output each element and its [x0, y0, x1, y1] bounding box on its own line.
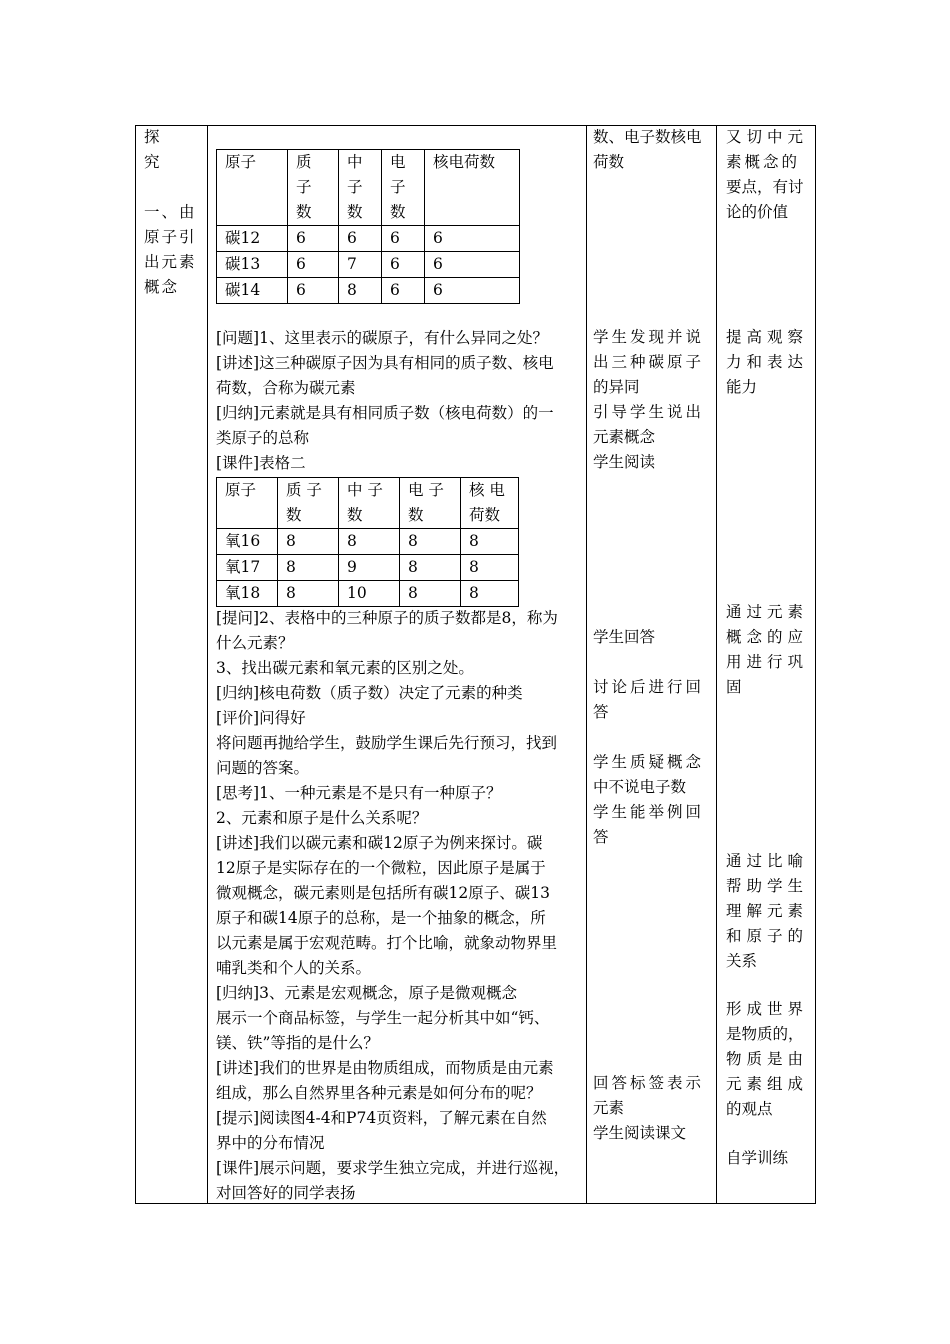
lesson-text-line: 荷数，合称为碳元素	[216, 379, 356, 397]
table-cell: 8	[461, 555, 519, 581]
table-cell: 6	[382, 226, 425, 252]
column-divider-2	[586, 125, 587, 1204]
header-text: 荷数	[469, 506, 501, 524]
lesson-text-line: [讲述]我们的世界是由物质组成，而物质是由元素	[216, 1059, 554, 1077]
header-text: 数	[408, 506, 424, 524]
table-header-cell	[461, 478, 519, 529]
design-intent-line: 的观点	[726, 1100, 773, 1118]
table-cell: 碳14	[217, 278, 288, 304]
student-activity-line: 答	[593, 703, 609, 721]
lesson-text-block-b	[216, 606, 584, 1202]
design-intent-line: 帮助学生	[726, 877, 809, 895]
design-intent-line: 概念的应	[726, 628, 809, 646]
design-intent-line: 能力	[726, 378, 758, 396]
header-text: 数	[296, 203, 312, 221]
table-cell: 6	[339, 226, 382, 252]
design-intent-line: 自学训练	[726, 1149, 789, 1167]
student-activity-line: 中不说电子数	[593, 778, 687, 796]
lesson-text-line: 什么元素？	[216, 634, 294, 652]
student-activity-line: 学生能举例回	[593, 803, 705, 821]
design-intent-line: 提高观察	[726, 328, 809, 346]
table-cell: 10	[339, 581, 400, 607]
header-text: 原子	[225, 481, 257, 499]
table-header-row	[217, 478, 519, 529]
table-cell: 氧16	[217, 529, 278, 555]
lesson-text-line: 问题的答案。	[216, 759, 310, 777]
student-activity-line: 出三种碳原子	[593, 353, 705, 371]
lesson-text-line: [问题]1、这里表示的碳原子，有什么异同之处？	[216, 329, 548, 347]
design-intent-line: 固	[726, 678, 742, 696]
header-text: 中 子	[347, 481, 383, 499]
section-label-line: 究	[144, 153, 162, 171]
student-activity-line: 数、电子数核电	[593, 128, 702, 146]
header-text: 子	[390, 178, 406, 196]
header-text: 原子	[225, 153, 257, 171]
design-intent-line: 力和表达	[726, 353, 809, 371]
lesson-text-line: 类原子的总称	[216, 429, 310, 447]
section-label-line: 一、由	[144, 203, 197, 221]
lesson-text-line: [讲述]我们以碳元素和碳12原子为例来探讨。碳	[216, 834, 543, 852]
student-activity-line: 学生质疑概念	[593, 753, 705, 771]
table-cell: 6	[425, 252, 520, 278]
table-cell: 6	[425, 278, 520, 304]
lesson-text-line: [课件]展示问题，要求学生独立完成，并进行巡视，	[216, 1159, 570, 1177]
column-divider-1	[207, 125, 208, 1204]
lesson-text-block-a	[216, 326, 584, 478]
table-row	[217, 529, 519, 555]
section-label-line: 探	[144, 128, 162, 146]
carbon-isotope-table	[216, 149, 520, 304]
design-intent-line: 形成世界	[726, 1000, 809, 1018]
lesson-text-line: [讲述]这三种碳原子因为具有相同的质子数、核电	[216, 354, 554, 372]
lesson-text-line: 原子和碳14原子的总称，是一个抽象的概念，所	[216, 909, 546, 927]
student-activity-line: 的异同	[593, 378, 640, 396]
lesson-text-line: [提问]2、表格中的三种原子的质子数都是8，称为	[216, 609, 558, 627]
header-text: 质	[296, 153, 312, 171]
table-top-border	[135, 125, 816, 126]
table-header-cell	[217, 150, 288, 226]
section-label	[144, 125, 204, 305]
lesson-text-line: 将问题再抛给学生，鼓励学生课后先行预习，找到	[216, 734, 558, 752]
design-intent-line: 素概念的	[726, 153, 801, 171]
design-intent-line: 通过元素	[726, 603, 809, 621]
table-cell: 8	[461, 529, 519, 555]
table-cell: 7	[339, 252, 382, 278]
lesson-text-line: 微观概念，碳元素则是包括所有碳12原子、碳13	[216, 884, 550, 902]
header-text: 质 子	[286, 481, 322, 499]
design-intent-line: 要点，有讨	[726, 178, 804, 196]
design-intent-line: 用进行巩	[726, 653, 809, 671]
table-cell: 9	[339, 555, 400, 581]
table-row	[217, 226, 520, 252]
table-header-cell	[382, 150, 425, 226]
lesson-text-line: [归纳]核电荷数（质子数）决定了元素的种类	[216, 684, 523, 702]
design-intent-line: 论的价值	[726, 203, 789, 221]
lesson-text-line: 以元素是属于宏观范畴。打个比喻，就象动物界里	[216, 934, 558, 952]
table-row	[217, 581, 519, 607]
student-activity-line: 回答标签表示	[593, 1074, 705, 1092]
lesson-text-line: [评价]问得好	[216, 709, 306, 727]
lesson-text-line: 展示一个商品标签，与学生一起分析其中如“钙、	[216, 1009, 550, 1027]
lesson-text-line: [课件]表格二	[216, 454, 306, 472]
lesson-text-line: [归纳]元素就是具有相同质子数（核电荷数）的一	[216, 404, 554, 422]
table-cell: 8	[278, 529, 339, 555]
lesson-text-line: 界中的分布情况	[216, 1134, 325, 1152]
table-header-cell	[278, 478, 339, 529]
student-activity-line: 元素概念	[593, 428, 656, 446]
student-activity-line: 引导学生说出	[593, 403, 705, 421]
design-intent-line: 和原子的	[726, 927, 809, 945]
table-cell: 8	[278, 581, 339, 607]
table-row	[217, 278, 520, 304]
lesson-text-line: 对回答好的同学表扬	[216, 1184, 356, 1202]
header-text: 子	[296, 178, 312, 196]
lesson-text-line: 3、找出碳元素和氧元素的区别之处。	[216, 659, 474, 677]
table-cell: 碳12	[217, 226, 288, 252]
student-activity-column	[593, 125, 713, 1203]
header-text: 子	[347, 178, 363, 196]
table-cell: 6	[425, 226, 520, 252]
section-label-line: 原子引	[144, 228, 197, 246]
header-text: 数	[347, 203, 363, 221]
section-label-line: 概念	[144, 278, 180, 296]
table-cell: 氧17	[217, 555, 278, 581]
table-cell: 8	[400, 529, 461, 555]
design-intent-column	[726, 125, 814, 1203]
table-header-cell	[425, 150, 520, 226]
student-activity-line: 讨论后进行回	[593, 678, 705, 696]
lesson-text-line: 12原子是实际存在的一个微粒，因此原子是属于	[216, 859, 546, 877]
table-header-cell	[400, 478, 461, 529]
student-activity-line: 学生发现并说	[593, 328, 705, 346]
table-header-row	[217, 150, 520, 226]
student-activity-line: 学生回答	[593, 628, 656, 646]
design-intent-line: 是物质的，	[726, 1025, 804, 1043]
header-text: 数	[390, 203, 406, 221]
table-cell: 6	[288, 278, 339, 304]
header-text: 数	[286, 506, 302, 524]
design-intent-line: 元素组成	[726, 1075, 809, 1093]
lesson-text-line: 2、元素和原子是什么关系呢？	[216, 809, 428, 827]
table-cell: 8	[400, 581, 461, 607]
table-right-border	[815, 125, 816, 1204]
table-cell: 6	[288, 226, 339, 252]
lesson-text-line: [归纳]3、元素是宏观概念，原子是微观概念	[216, 984, 517, 1002]
lesson-text-line: 镁、铁”等指的是什么？	[216, 1034, 379, 1052]
lesson-text-line: 组成，那么自然界里各种元素是如何分布的呢？	[216, 1084, 542, 1102]
table-header-cell	[339, 478, 400, 529]
design-intent-line: 又切中元	[726, 128, 809, 146]
table-cell: 8	[400, 555, 461, 581]
header-text: 核 电	[469, 481, 505, 499]
design-intent-line: 关系	[726, 952, 758, 970]
header-text: 数	[347, 506, 363, 524]
lesson-text-line: [提示]阅读图4-4和P74页资料，了解元素在自然	[216, 1109, 547, 1127]
table-cell: 6	[382, 252, 425, 278]
oxygen-isotope-table	[216, 477, 519, 607]
table-header-cell	[288, 150, 339, 226]
student-activity-line: 元素	[593, 1099, 625, 1117]
table-header-cell	[217, 478, 278, 529]
table-row	[217, 252, 520, 278]
header-text: 电 子	[408, 481, 444, 499]
table-cell: 8	[278, 555, 339, 581]
table-cell: 8	[339, 529, 400, 555]
header-text: 电	[390, 153, 406, 171]
design-intent-line: 理解元素	[726, 902, 809, 920]
header-text: 中	[347, 153, 363, 171]
student-activity-line: 荷数	[593, 153, 625, 171]
lesson-text-line: [思考]1、一种元素是不是只有一种原子？	[216, 784, 502, 802]
table-cell: 碳13	[217, 252, 288, 278]
section-label-line: 出元素	[144, 253, 197, 271]
student-activity-line: 学生阅读课文	[593, 1124, 687, 1142]
header-text: 核电荷数	[433, 153, 496, 171]
table-header-cell	[339, 150, 382, 226]
student-activity-line: 学生阅读	[593, 453, 656, 471]
design-intent-line: 物质是由	[726, 1050, 809, 1068]
table-cell: 氧18	[217, 581, 278, 607]
table-cell: 6	[382, 278, 425, 304]
student-activity-line: 答	[593, 828, 609, 846]
column-divider-3	[716, 125, 717, 1204]
table-cell: 8	[461, 581, 519, 607]
table-left-border	[135, 125, 136, 1204]
table-cell: 8	[339, 278, 382, 304]
table-row	[217, 555, 519, 581]
design-intent-line: 通过比喻	[726, 852, 809, 870]
lesson-text-line: 哺乳类和个人的关系。	[216, 959, 372, 977]
table-cell: 6	[288, 252, 339, 278]
